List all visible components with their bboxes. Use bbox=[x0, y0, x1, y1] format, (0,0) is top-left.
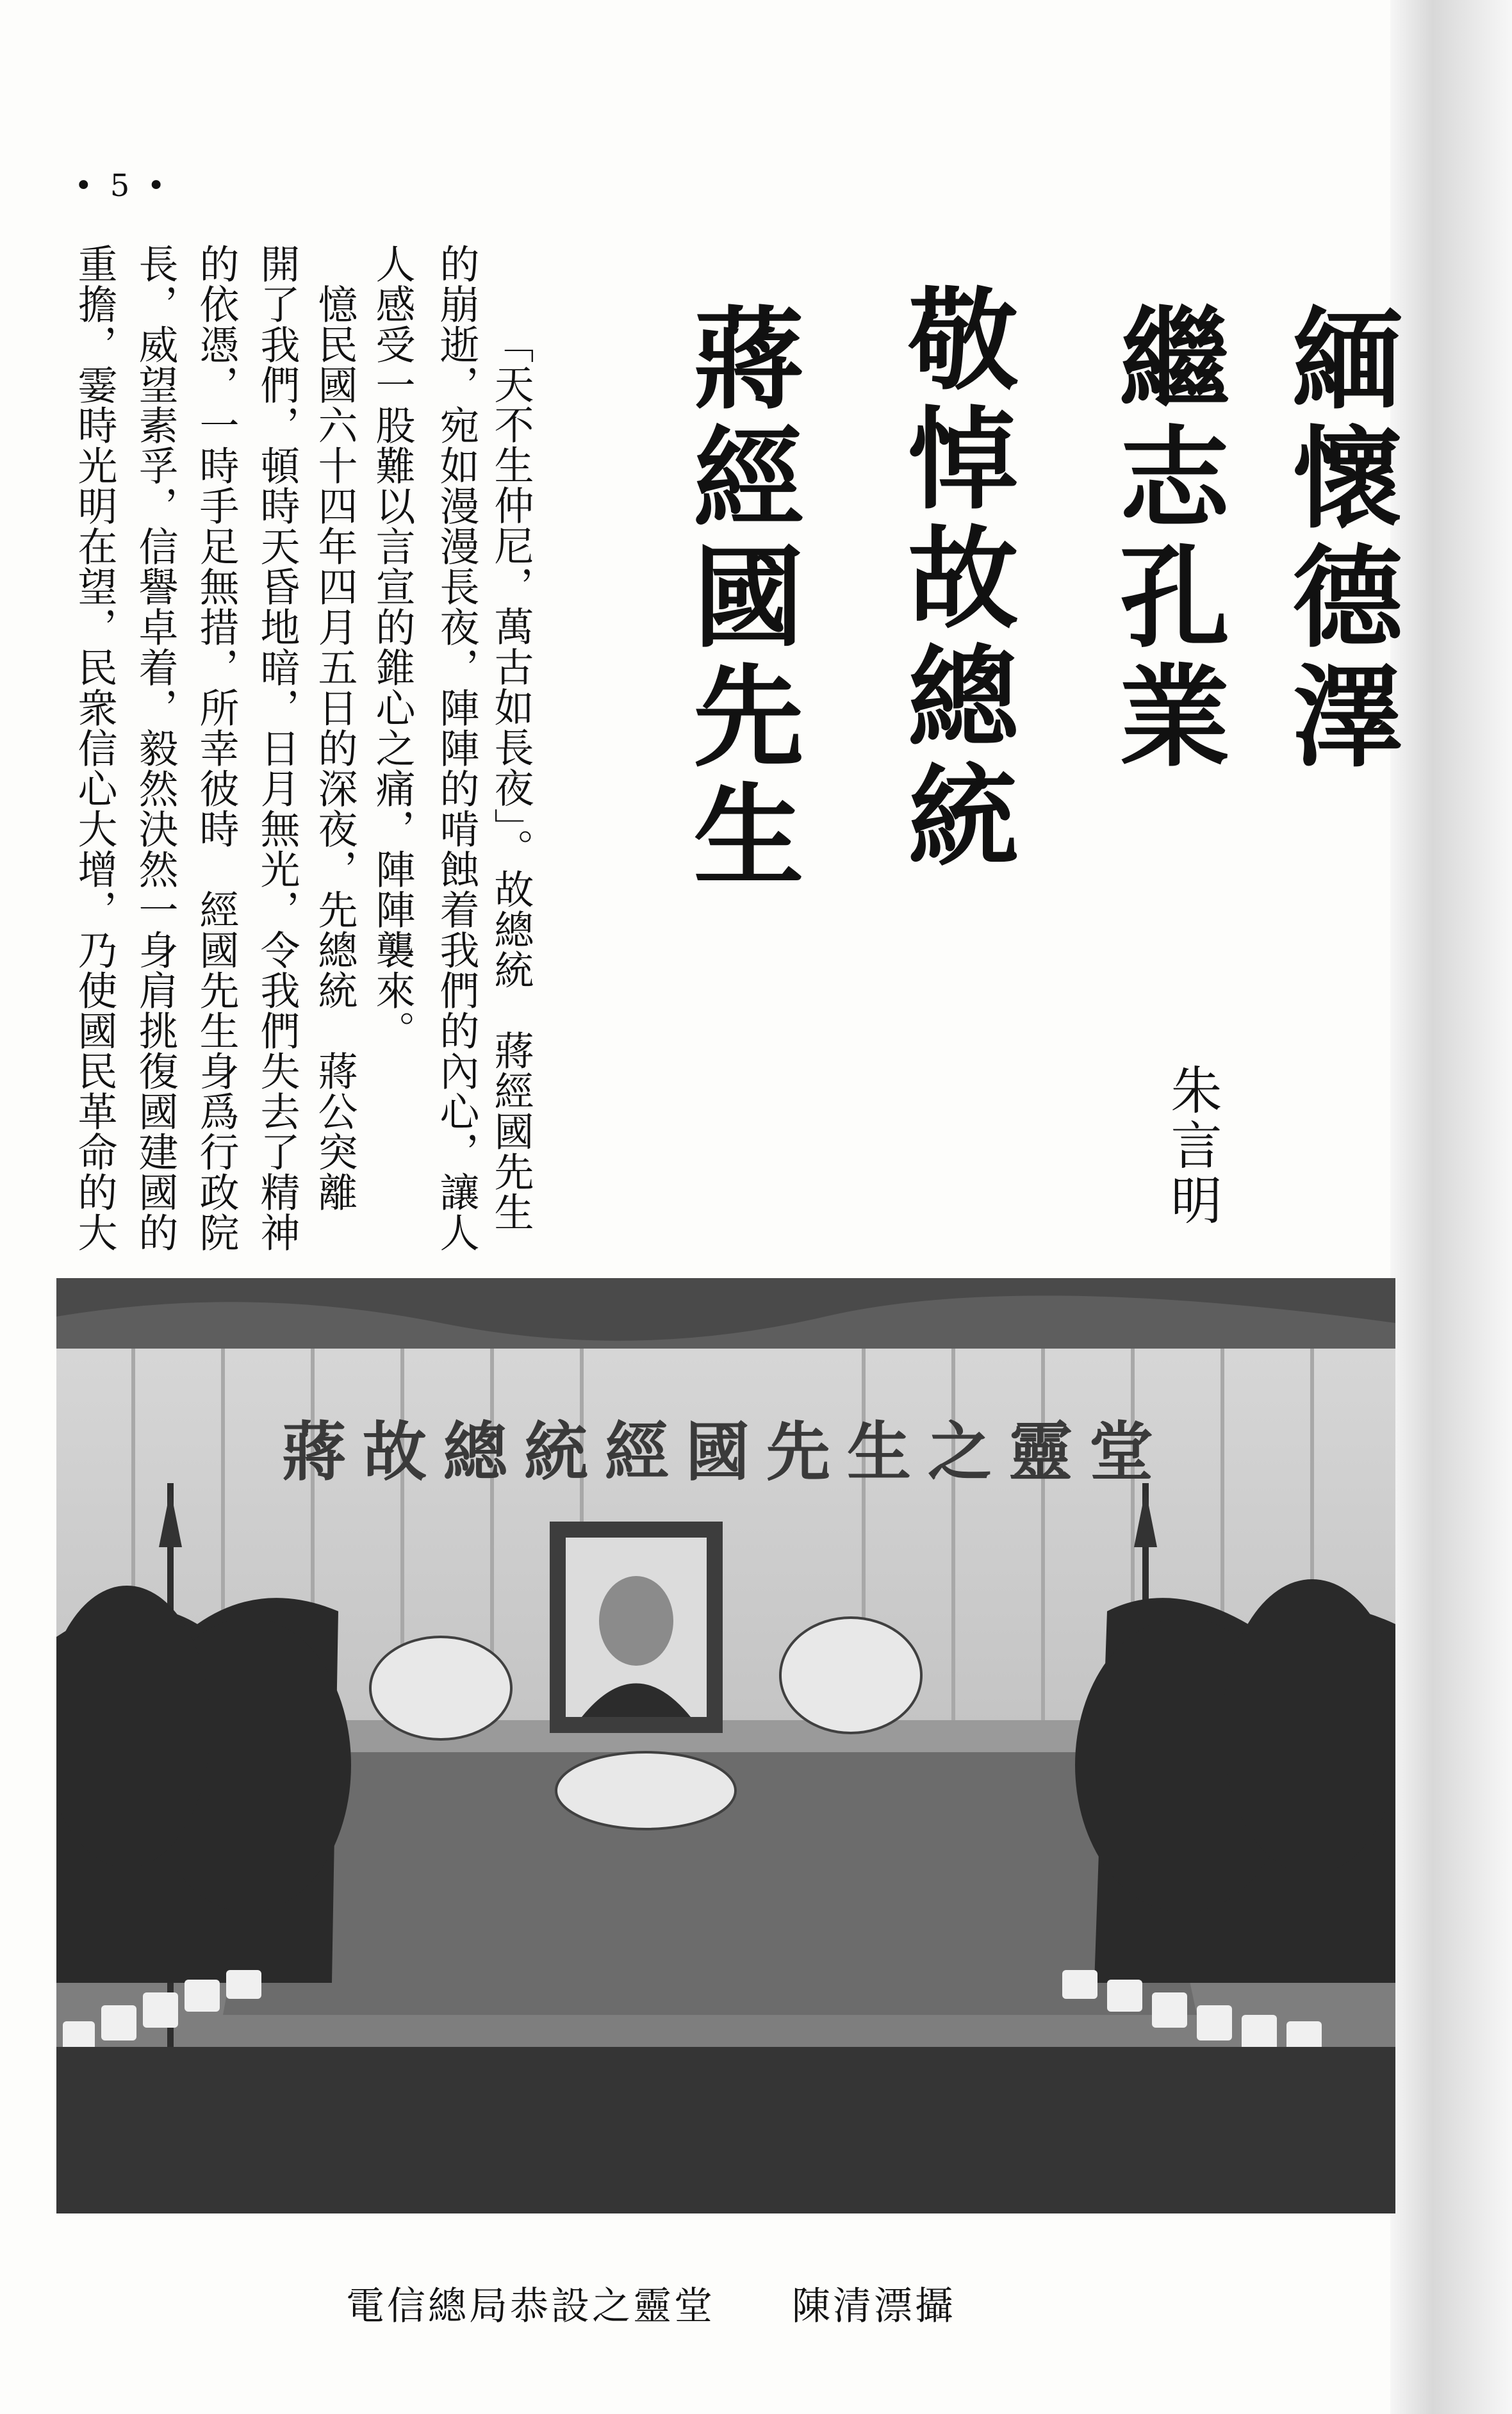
photo-banner-text: 蔣故總統經國先生之靈堂 bbox=[282, 1413, 1170, 1490]
photo-caption bbox=[346, 2278, 1140, 2335]
body-column-5: 開了我們，頓時天昏地暗，日月無光，令我們失去了精神 bbox=[254, 243, 300, 1252]
memorial-hall-photo bbox=[56, 1278, 1395, 2213]
body-column-1: 「天不生仲尼，萬古如長夜」。故總統 蔣經國先生 bbox=[488, 324, 534, 1232]
page-number: • 5 • bbox=[74, 168, 169, 204]
title-line-4: 蔣經國先生 bbox=[675, 301, 805, 897]
page-binding-shadow bbox=[1390, 0, 1512, 2414]
title-line-2: 繼志孔業 bbox=[1101, 301, 1231, 778]
body-column-2: 的崩逝，宛如漫漫長夜，陣陣的啃蝕着我們的內心，讓人 bbox=[433, 243, 480, 1252]
body-column-7: 長，威望素孚，信譽卓着，毅然決然一身肩挑復國建國的 bbox=[132, 243, 179, 1252]
photo-caption-text: 電信總局恭設之靈堂 bbox=[346, 2284, 715, 2329]
body-column-3: 人感受一股難以言宣的錐心之痛，陣陣襲來。 bbox=[369, 243, 416, 1051]
body-column-6: 的依憑，一時手足無措，所幸彼時 經國先生身爲行政院 bbox=[193, 243, 240, 1252]
body-column-4: 憶民國六十四年四月五日的深夜，先總統 蔣公突離 bbox=[311, 243, 358, 1212]
photo-credit: 陳清漂攝 bbox=[792, 2284, 956, 2329]
title-line-3: 敬悼故總統 bbox=[890, 282, 1020, 878]
author-name: 朱言明 bbox=[1162, 1063, 1222, 1229]
body-column-8: 重擔，霎時光明在望，民衆信心大增，乃使國民革命的大 bbox=[71, 243, 118, 1252]
title-line-1: 緬懷德澤 bbox=[1274, 301, 1404, 778]
